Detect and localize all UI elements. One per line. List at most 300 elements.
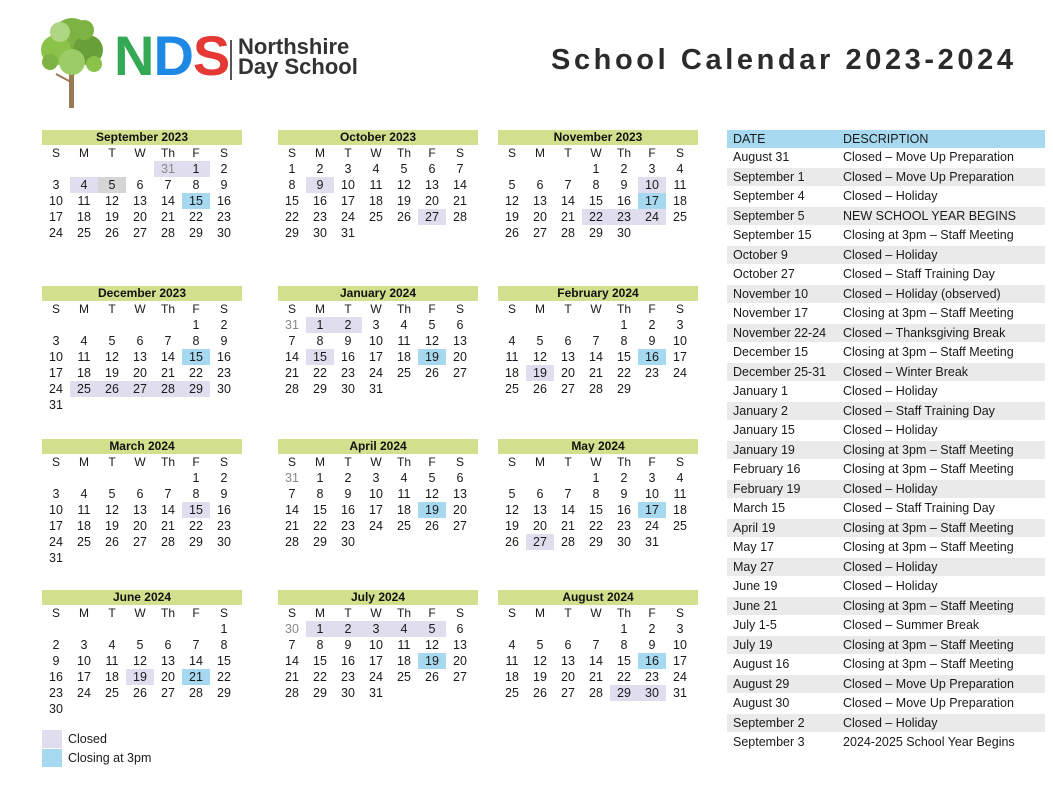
day-cell: 8	[620, 638, 628, 652]
weekday-header: Th	[616, 146, 631, 160]
empty-day-cell	[554, 161, 582, 177]
day-cell: 4	[400, 318, 408, 332]
day-cell: 28	[589, 382, 603, 396]
day-cell: 23	[610, 209, 638, 225]
table-row	[727, 363, 1045, 383]
weekday-header: S	[507, 455, 516, 469]
day-cell: 8	[192, 178, 200, 192]
day-cell: 7	[288, 487, 296, 501]
day-cell: 31	[285, 471, 299, 485]
day-cell: 13	[561, 654, 575, 668]
day-cell: 24	[49, 382, 63, 396]
day-cell: 14	[561, 194, 575, 208]
day-cell: 1	[306, 621, 334, 637]
day-cell: 17	[638, 502, 666, 518]
empty-day-cell	[582, 621, 610, 637]
weekday-header: F	[648, 606, 656, 620]
day-cell: 29	[313, 686, 327, 700]
day-cell: 7	[164, 334, 172, 348]
empty-day-cell	[126, 161, 154, 177]
month-december-2023	[42, 286, 242, 413]
event-date: September 1	[733, 169, 805, 184]
month-title: May 2024	[498, 439, 698, 454]
logo-letter-d: D	[153, 24, 193, 87]
event-description: Closing at 3pm – Staff Meeting	[843, 598, 1014, 613]
weekday-header: F	[648, 146, 656, 160]
day-cell: 28	[189, 686, 203, 700]
weekday-header: W	[134, 455, 146, 469]
day-cell: 1	[620, 318, 628, 332]
day-cell: 27	[561, 686, 575, 700]
day-cell: 10	[49, 194, 63, 208]
event-description: NEW SCHOOL YEAR BEGINS	[843, 208, 1016, 223]
legend-swatch	[42, 749, 62, 767]
day-cell: 23	[217, 210, 231, 224]
day-cell: 23	[313, 210, 327, 224]
month-title: December 2023	[42, 286, 242, 301]
weekday-header: M	[79, 455, 89, 469]
day-cell: 29	[589, 226, 603, 240]
event-date: August 16	[733, 657, 790, 671]
day-cell: 14	[161, 350, 175, 364]
day-cell: 25	[673, 519, 687, 533]
day-cell: 22	[189, 210, 203, 224]
day-cell: 11	[505, 350, 519, 364]
description-column-header: DESCRIPTION	[843, 132, 929, 146]
day-cell: 6	[428, 162, 436, 176]
day-cell: 5	[536, 638, 544, 652]
table-row	[727, 265, 1045, 285]
day-cell: 6	[456, 318, 464, 332]
day-cell: 20	[533, 519, 547, 533]
day-cell: 18	[77, 519, 91, 533]
day-cell: 29	[189, 535, 203, 549]
day-cell: 15	[617, 654, 631, 668]
day-cell: 29	[182, 381, 210, 397]
day-cell: 28	[161, 535, 175, 549]
day-cell: 11	[505, 654, 519, 668]
day-cell: 3	[372, 318, 380, 332]
day-cell: 8	[592, 487, 600, 501]
day-cell: 27	[453, 366, 467, 380]
day-cell: 17	[638, 193, 666, 209]
day-cell: 22	[189, 519, 203, 533]
month-title: August 2024	[498, 590, 698, 605]
day-cell: 22	[617, 670, 631, 684]
day-cell: 6	[564, 638, 572, 652]
day-cell: 11	[77, 350, 91, 364]
month-june-2024	[42, 590, 242, 717]
event-description: Closed – Summer Break	[843, 618, 980, 632]
day-cell: 7	[288, 334, 296, 348]
weekday-header: S	[675, 606, 684, 620]
day-cell: 30	[313, 226, 327, 240]
day-cell: 22	[285, 210, 299, 224]
event-date: January 1	[733, 384, 788, 398]
day-cell: 8	[316, 638, 324, 652]
day-cell: 27	[126, 381, 154, 397]
day-cell: 1	[306, 317, 334, 333]
day-cell: 16	[341, 503, 355, 517]
day-cell: 2	[334, 317, 362, 333]
day-cell: 14	[285, 350, 299, 364]
day-cell: 14	[589, 654, 603, 668]
month-title: July 2024	[278, 590, 478, 605]
day-cell: 30	[49, 702, 63, 716]
day-cell: 18	[77, 210, 91, 224]
table-row	[727, 655, 1045, 675]
day-cell: 9	[344, 638, 352, 652]
weekday-header: T	[344, 302, 352, 316]
day-cell: 12	[505, 503, 519, 517]
day-cell: 10	[645, 487, 659, 501]
event-date: July 19	[733, 637, 773, 652]
day-cell: 6	[136, 178, 144, 192]
table-row	[727, 714, 1045, 734]
event-description: Closed – Move Up Preparation	[843, 676, 1014, 691]
event-date: February 16	[733, 462, 801, 476]
day-cell: 12	[397, 178, 411, 192]
day-cell: 10	[369, 334, 383, 348]
table-row	[727, 148, 1045, 168]
weekday-header: S	[287, 302, 296, 316]
empty-day-cell	[498, 161, 526, 177]
day-cell: 27	[161, 686, 175, 700]
day-cell: 15	[617, 350, 631, 364]
weekday-header: S	[51, 606, 60, 620]
day-cell: 27	[133, 535, 147, 549]
day-cell: 22	[582, 209, 610, 225]
weekday-header: W	[134, 146, 146, 160]
day-cell: 16	[217, 350, 231, 364]
day-cell: 31	[673, 686, 687, 700]
day-cell: 19	[533, 670, 547, 684]
day-cell: 2	[620, 162, 628, 176]
day-cell: 7	[288, 638, 296, 652]
day-cell: 27	[533, 226, 547, 240]
table-row	[727, 675, 1045, 695]
day-cell: 26	[105, 535, 119, 549]
day-cell: 25	[505, 382, 519, 396]
event-description: Closed – Holiday	[843, 481, 938, 496]
day-cell: 2	[344, 471, 352, 485]
day-cell: 20	[161, 670, 175, 684]
day-cell: 22	[189, 366, 203, 380]
day-cell: 19	[105, 366, 119, 380]
day-cell: 26	[533, 382, 547, 396]
header	[0, 0, 1053, 120]
day-cell: 16	[49, 670, 63, 684]
day-cell: 26	[505, 535, 519, 549]
day-cell: 17	[369, 503, 383, 517]
weekday-header: S	[455, 606, 464, 620]
day-cell: 17	[49, 210, 63, 224]
day-cell: 28	[285, 686, 299, 700]
empty-day-cell	[98, 161, 126, 177]
day-cell: 3	[372, 471, 380, 485]
day-cell: 6	[136, 487, 144, 501]
weekday-header: M	[535, 146, 545, 160]
day-cell: 20	[453, 654, 467, 668]
day-cell: 2	[220, 162, 228, 176]
event-date: November 17	[733, 306, 809, 320]
month-day-grid	[42, 605, 242, 717]
weekday-header: Th	[396, 146, 411, 160]
weekday-header: S	[219, 455, 228, 469]
day-cell: 10	[638, 177, 666, 193]
weekday-header: F	[428, 455, 436, 469]
month-july-2024	[278, 590, 478, 701]
table-row	[727, 304, 1045, 324]
weekday-header: S	[507, 302, 516, 316]
weekday-header: S	[287, 455, 296, 469]
day-cell: 25	[673, 210, 687, 224]
day-cell: 5	[428, 318, 436, 332]
weekday-header: Th	[616, 455, 631, 469]
day-cell: 3	[52, 487, 60, 501]
events-table-header	[727, 130, 1045, 148]
day-cell: 21	[561, 519, 575, 533]
day-cell: 19	[418, 653, 446, 669]
day-cell: 9	[648, 334, 656, 348]
day-cell: 5	[400, 162, 408, 176]
day-cell: 10	[49, 503, 63, 517]
day-cell: 20	[561, 670, 575, 684]
day-cell: 18	[505, 366, 519, 380]
weekday-header: W	[134, 606, 146, 620]
weekday-header: M	[79, 302, 89, 316]
day-cell: 23	[217, 366, 231, 380]
day-cell: 24	[77, 686, 91, 700]
month-october-2023	[278, 130, 478, 241]
day-cell: 20	[533, 210, 547, 224]
day-cell: 2	[220, 318, 228, 332]
day-cell: 12	[425, 638, 439, 652]
day-cell: 13	[453, 487, 467, 501]
day-cell: 13	[161, 654, 175, 668]
event-description: Closing at 3pm – Staff Meeting	[843, 520, 1014, 535]
empty-day-cell	[98, 621, 126, 637]
day-cell: 30	[638, 685, 666, 701]
day-cell: 9	[220, 487, 228, 501]
day-cell: 25	[505, 686, 519, 700]
day-cell: 9	[620, 178, 628, 192]
day-cell: 5	[428, 471, 436, 485]
day-cell: 30	[217, 535, 231, 549]
day-cell: 28	[453, 210, 467, 224]
empty-day-cell	[554, 470, 582, 486]
day-cell: 30	[617, 226, 631, 240]
month-day-grid	[278, 454, 478, 550]
day-cell: 6	[536, 487, 544, 501]
day-cell: 24	[673, 366, 687, 380]
table-row	[727, 187, 1045, 207]
day-cell: 2	[648, 318, 656, 332]
event-date: October 27	[733, 267, 795, 281]
event-description: Closed – Holiday	[843, 384, 938, 398]
day-cell: 22	[589, 519, 603, 533]
page-title: School Calendar 2023-2024	[551, 44, 1017, 76]
day-cell: 26	[425, 519, 439, 533]
day-cell: 29	[313, 535, 327, 549]
day-cell: 1	[316, 471, 324, 485]
day-cell: 29	[189, 226, 203, 240]
legend-label: Closed	[68, 732, 107, 746]
weekday-header: F	[428, 302, 436, 316]
date-column-header: DATE	[733, 132, 766, 146]
day-cell: 17	[49, 366, 63, 380]
empty-day-cell	[554, 317, 582, 333]
day-cell: 20	[133, 366, 147, 380]
event-date: May 27	[733, 559, 774, 574]
day-cell: 28	[285, 535, 299, 549]
day-cell: 15	[182, 502, 210, 518]
day-cell: 11	[105, 654, 119, 668]
day-cell: 24	[369, 519, 383, 533]
logo-divider	[230, 40, 232, 80]
empty-day-cell	[498, 317, 526, 333]
day-cell: 18	[397, 503, 411, 517]
day-cell: 23	[49, 686, 63, 700]
day-cell: 18	[77, 366, 91, 380]
day-cell: 31	[645, 535, 659, 549]
day-cell: 13	[533, 503, 547, 517]
day-cell: 8	[316, 487, 324, 501]
table-row	[727, 597, 1045, 617]
event-date: April 19	[733, 520, 776, 535]
day-cell: 25	[397, 366, 411, 380]
legend-swatch	[42, 730, 62, 748]
empty-day-cell	[42, 161, 70, 177]
day-cell: 25	[77, 535, 91, 549]
day-cell: 24	[673, 670, 687, 684]
weekday-header: F	[428, 146, 436, 160]
day-cell: 21	[589, 366, 603, 380]
day-cell: 23	[341, 366, 355, 380]
month-january-2024	[278, 286, 478, 397]
day-cell: 20	[561, 366, 575, 380]
day-cell: 8	[288, 178, 296, 192]
day-cell: 12	[133, 654, 147, 668]
empty-day-cell	[554, 621, 582, 637]
weekday-header: T	[564, 146, 572, 160]
empty-day-cell	[526, 470, 554, 486]
day-cell: 16	[617, 194, 631, 208]
event-date: December 15	[733, 345, 809, 359]
day-cell: 22	[313, 519, 327, 533]
table-row	[727, 636, 1045, 656]
day-cell: 19	[105, 210, 119, 224]
day-cell: 18	[673, 503, 687, 517]
day-cell: 4	[80, 334, 88, 348]
table-row	[727, 694, 1045, 714]
empty-day-cell	[70, 317, 98, 333]
day-cell: 27	[453, 670, 467, 684]
table-row	[727, 460, 1045, 480]
event-date: September 3	[733, 735, 805, 749]
weekday-header: W	[370, 455, 382, 469]
day-cell: 19	[105, 519, 119, 533]
weekday-header: T	[564, 455, 572, 469]
day-cell: 30	[341, 382, 355, 396]
weekday-header: Th	[160, 606, 175, 620]
day-cell: 3	[648, 162, 656, 176]
day-cell: 7	[564, 178, 572, 192]
table-row	[727, 226, 1045, 246]
event-date: November 10	[733, 286, 809, 301]
day-cell: 14	[285, 654, 299, 668]
day-cell: 1	[592, 471, 600, 485]
day-cell: 28	[285, 382, 299, 396]
day-cell: 1	[288, 162, 296, 176]
day-cell: 23	[217, 519, 231, 533]
day-cell: 19	[505, 519, 519, 533]
day-cell: 9	[306, 177, 334, 193]
weekday-header: M	[535, 302, 545, 316]
day-cell: 30	[617, 535, 631, 549]
empty-day-cell	[154, 621, 182, 637]
month-day-grid	[498, 454, 698, 550]
day-cell: 30	[341, 535, 355, 549]
month-day-grid	[498, 301, 698, 397]
day-cell: 29	[217, 686, 231, 700]
day-cell: 13	[453, 334, 467, 348]
month-title: October 2023	[278, 130, 478, 145]
weekday-header: W	[370, 606, 382, 620]
month-february-2024	[498, 286, 698, 397]
month-april-2024	[278, 439, 478, 550]
table-row	[727, 343, 1045, 363]
day-cell: 28	[561, 226, 575, 240]
day-cell: 3	[52, 334, 60, 348]
day-cell: 7	[592, 638, 600, 652]
table-row	[727, 499, 1045, 519]
day-cell: 29	[313, 382, 327, 396]
empty-day-cell	[42, 621, 70, 637]
day-cell: 26	[98, 381, 126, 397]
empty-day-cell	[498, 621, 526, 637]
day-cell: 4	[508, 334, 516, 348]
day-cell: 4	[80, 487, 88, 501]
day-cell: 28	[561, 535, 575, 549]
weekday-header: F	[648, 302, 656, 316]
empty-day-cell	[154, 470, 182, 486]
day-cell: 27	[133, 226, 147, 240]
day-cell: 9	[52, 654, 60, 668]
day-cell: 12	[425, 334, 439, 348]
weekday-header: M	[535, 606, 545, 620]
event-description: 2024-2025 School Year Begins	[843, 735, 1015, 749]
day-cell: 11	[673, 487, 687, 501]
empty-day-cell	[526, 621, 554, 637]
day-cell: 5	[508, 487, 516, 501]
day-cell: 5	[418, 621, 446, 637]
day-cell: 21	[182, 669, 210, 685]
weekday-header: F	[648, 455, 656, 469]
day-cell: 19	[418, 502, 446, 518]
day-cell: 9	[344, 334, 352, 348]
day-cell: 20	[453, 503, 467, 517]
day-cell: 15	[285, 194, 299, 208]
day-cell: 30	[285, 622, 299, 636]
weekday-header: S	[675, 146, 684, 160]
day-cell: 10	[369, 487, 383, 501]
event-description: Closed – Holiday	[843, 247, 938, 262]
weekday-header: S	[455, 146, 464, 160]
logo-name-line-1: Northshire	[238, 34, 350, 59]
day-cell: 15	[217, 654, 231, 668]
day-cell: 31	[369, 686, 383, 700]
